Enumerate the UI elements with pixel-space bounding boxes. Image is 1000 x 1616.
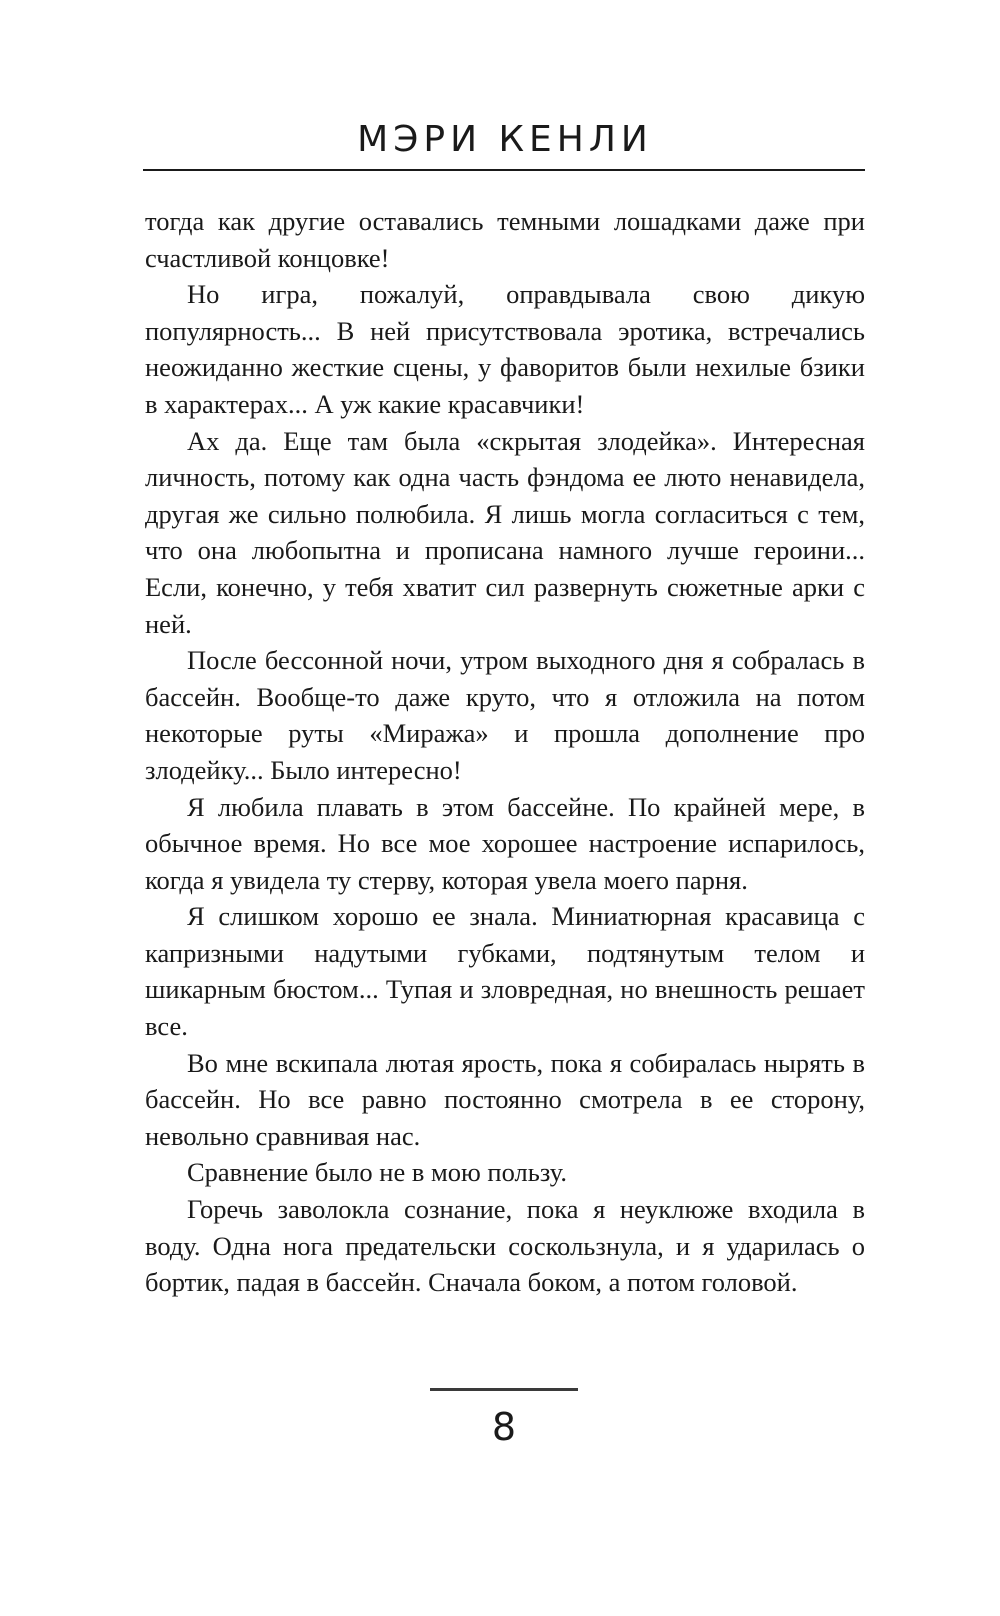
paragraph: После бессонной ночи, утром выходного дня я собралась в бассейн. Вообще-то даже круто, что я отложила на потом некоторые руты «Миража» и прошла дополнение про злодейку... Было интересно! — [145, 645, 865, 785]
paragraph: Я любила плавать в этом бассейне. По крайней мере, в обычное время. Но все мое хорошее настроение испарилось, когда я увидела ту стерву, которая увела моего парня. — [145, 791, 865, 895]
page-number: 8 — [491, 1405, 517, 1449]
running-head-author: МЭРИ КЕНЛИ — [357, 119, 653, 160]
paragraph: Сравнение было не в мою пользу. — [187, 1157, 567, 1188]
body-text — [145, 203, 865, 1301]
paragraph: Ах да. Еще там была «скрытая злодейка». Интересная личность, потому как одна часть фэндома ее люто ненавидела, другая же сильно полюбила. Я лишь могла согласиться с тем, что она любопытна и прописана намного лучше героини... Если, конечно, у тебя хватит сил развернуть сюжетные арки с ней. — [145, 425, 865, 639]
header-divider — [143, 169, 865, 171]
paragraph: Я слишком хорошо ее знала. Миниатюрная красавица с капризными надутыми губками, подтянутым телом и шикарным бюстом... Тупая и зловредная, но внешность решает все. — [145, 901, 865, 1042]
paragraph: тогда как другие оставались темными лошадками даже при счастливой концовке! — [145, 206, 865, 273]
footer-divider — [430, 1388, 578, 1391]
paragraph: Но игра, пожалуй, оправдывала свою дикую популярность... В ней присутствовала эротика, встречались неожиданно жесткие сцены, у фаворитов были нехилые бзики в характерах... А уж какие красавчики! — [145, 279, 865, 419]
paragraph: Во мне вскипала лютая ярость, пока я собиралась нырять в бассейн. Но все равно постоянно смотрела в ее сторону, невольно сравнивая нас. — [145, 1047, 865, 1151]
paragraph: Горечь заволокла сознание, пока я неуклюже входила в воду. Одна нога предательски соскользнула, и я ударилась о бортик, падая в бассейн. Сначала боком, а потом головой. — [145, 1194, 865, 1298]
